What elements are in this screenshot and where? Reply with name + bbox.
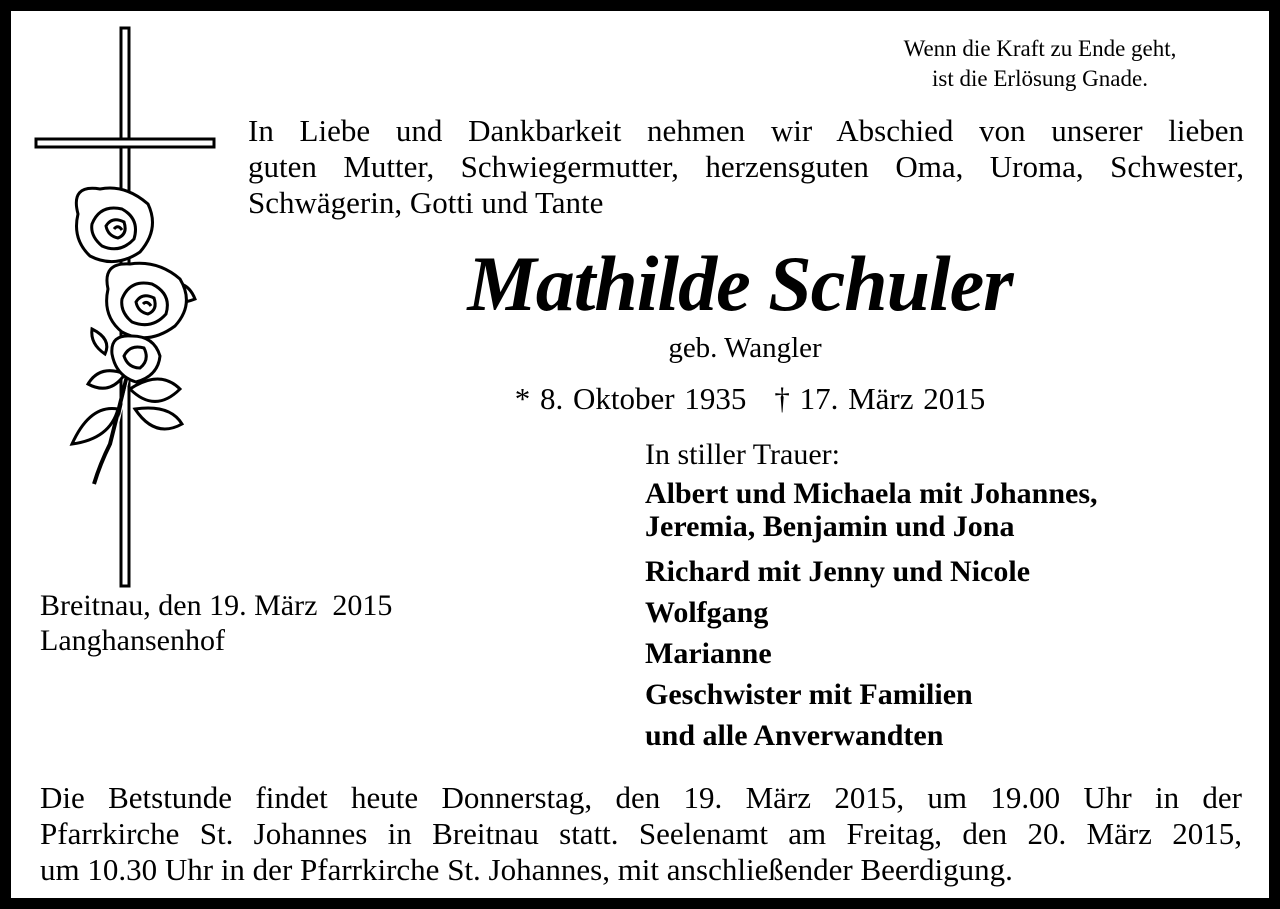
- birth-date: * 8. Oktober 1935: [514, 381, 747, 416]
- motto-line-1: Wenn die Kraft zu Ende geht,: [903, 36, 1177, 61]
- service-line-1: Die Betstunde findet heute Donnerstag, den 19. März 2015, um 19.00 Uhr in der: [40, 780, 1242, 815]
- mourner-entry: Albert und Michaela mit Johannes,: [645, 477, 1098, 510]
- intro-line-1: In Liebe und Dankbarkeit nehmen wir Abschied von unserer lieben: [248, 113, 1244, 148]
- motto-line-2: ist die Erlösung Gnade.: [932, 66, 1148, 91]
- place-line-2: Langhansenhof: [40, 624, 225, 657]
- service-info: [40, 780, 1242, 888]
- place-line-1: Breitnau, den 19. März 2015: [40, 589, 393, 622]
- intro-line-2: guten Mutter, Schwiegermutter, herzensguten Oma, Uroma, Schwester,: [248, 149, 1244, 184]
- mourner-entry: Marianne: [645, 637, 772, 670]
- service-line-3: um 10.30 Uhr in der Pfarrkirche St. Johannes, mit anschließender Beerdigung.: [40, 852, 1013, 887]
- maiden-name: geb. Wangler: [668, 332, 822, 364]
- death-date: † 17. März 2015: [774, 381, 986, 416]
- life-dates: [470, 378, 1030, 420]
- mourner-entry: Wolfgang: [645, 596, 769, 629]
- mourner-entry: Geschwister mit Familien: [645, 678, 973, 711]
- cross-roses-icon: [30, 24, 220, 589]
- motto: [830, 34, 1250, 94]
- intro-line-3: Schwägerin, Gotti und Tante: [248, 185, 604, 220]
- mourner-entry: Jeremia, Benjamin und Jona: [645, 510, 1015, 543]
- mourners-list: [645, 477, 1098, 756]
- deceased-name: Mathilde Schuler: [467, 240, 1013, 327]
- mourners-label: In stiller Trauer:: [645, 438, 840, 471]
- mourner-entry: Richard mit Jenny und Nicole: [645, 555, 1031, 588]
- place-and-date: [40, 588, 392, 658]
- mourner-entry: und alle Anverwandten: [645, 719, 944, 752]
- intro-text: [248, 113, 1244, 221]
- service-line-2: Pfarrkirche St. Johannes in Breitnau statt. Seelenamt am Freitag, den 20. März 2015,: [40, 816, 1242, 851]
